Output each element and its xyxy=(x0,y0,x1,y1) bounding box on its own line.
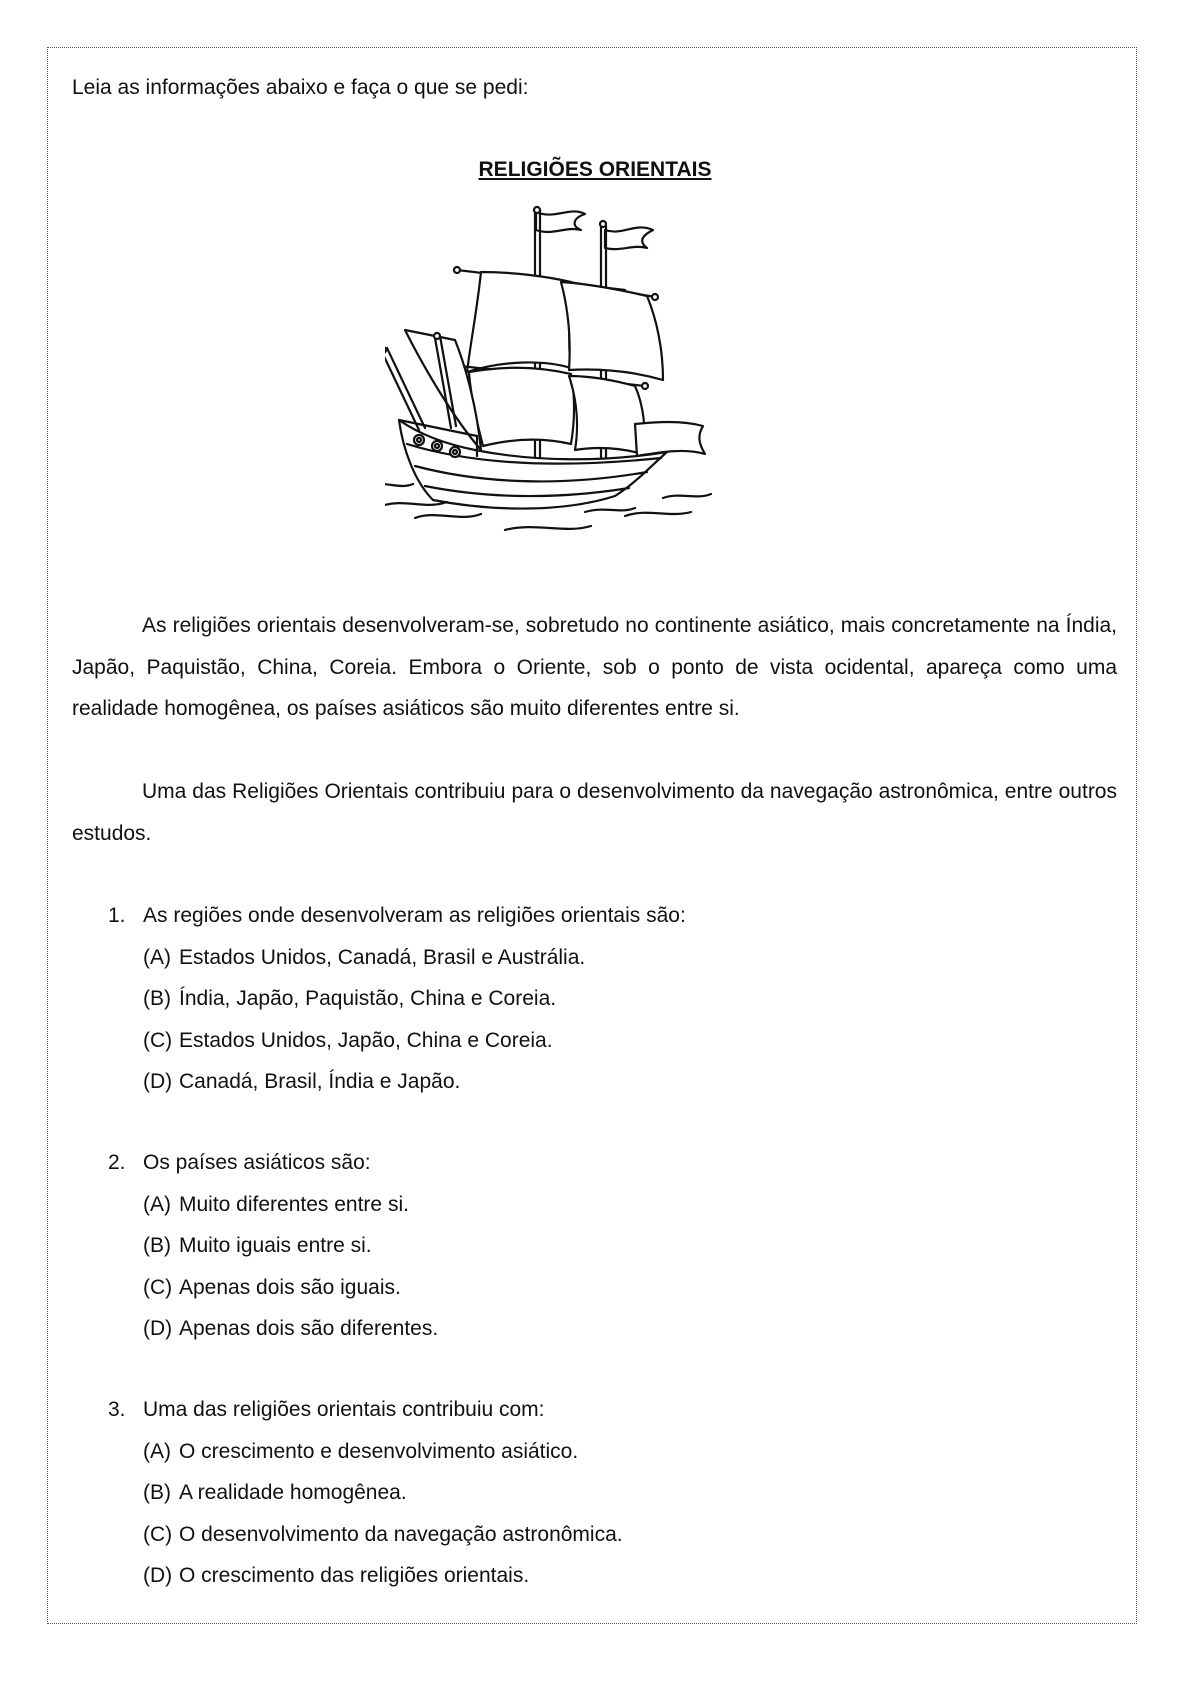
option-text: Índia, Japão, Paquistão, China e Coreia. xyxy=(179,987,557,1010)
page-title: RELIGIÕES ORIENTAIS xyxy=(478,158,712,181)
answer-option-d[interactable] xyxy=(143,1555,1108,1597)
option-text: Estados Unidos, Japão, China e Coreia. xyxy=(179,1028,553,1052)
option-letter: (C) xyxy=(143,1275,173,1299)
option-text: Apenas dois são iguais. xyxy=(179,1275,401,1299)
option-letter: (D) xyxy=(143,1070,173,1093)
option-letter: (D) xyxy=(143,1564,173,1587)
answer-option-b[interactable] xyxy=(143,978,1108,1020)
question-number: 3. xyxy=(108,1398,126,1421)
option-text: O crescimento das religiões orientais. xyxy=(179,1564,530,1587)
answer-option-c[interactable] xyxy=(143,1020,1108,1062)
answer-option-b[interactable] xyxy=(143,1225,1108,1267)
answer-option-a[interactable] xyxy=(143,1431,1108,1473)
answer-option-d[interactable] xyxy=(143,1308,1108,1350)
option-text: Apenas dois são diferentes. xyxy=(179,1317,439,1340)
option-letter: (A) xyxy=(143,1192,171,1216)
question-2 xyxy=(108,1142,1108,1350)
question-stem: As regiões onde desenvolveram as religiões orientais são: xyxy=(143,904,686,927)
option-letter: (A) xyxy=(143,945,171,969)
question-stem: Os países asiáticos são: xyxy=(143,1151,371,1174)
answer-option-a[interactable] xyxy=(143,937,1108,979)
option-text: O desenvolvimento da navegação astronômica. xyxy=(179,1522,623,1546)
option-letter: (D) xyxy=(143,1317,173,1340)
option-text: Muito diferentes entre si. xyxy=(179,1192,409,1216)
option-text: O crescimento e desenvolvimento asiático. xyxy=(179,1439,579,1463)
answer-option-c[interactable] xyxy=(143,1514,1108,1556)
answer-option-d[interactable] xyxy=(143,1061,1108,1103)
option-letter: (C) xyxy=(143,1028,173,1052)
paragraph-intro: As religiões orientais desenvolveram-se, sobretudo no continente asiático, mais concretamente na Índia, Japão, Paquistão, China, Coreia. Embora o Oriente, sob o ponto de vista ocidental, apareça como uma realidade homogênea, os países asiáticos são muito diferentes entre si. xyxy=(72,614,1117,720)
option-text: A realidade homogênea. xyxy=(179,1481,407,1504)
option-letter: (C) xyxy=(143,1522,173,1546)
question-stem: Uma das religiões orientais contribuiu com: xyxy=(143,1398,545,1421)
question-3 xyxy=(108,1389,1108,1597)
question-number: 1. xyxy=(108,904,126,927)
option-letter: (B) xyxy=(143,1481,171,1504)
option-text: Canadá, Brasil, Índia e Japão. xyxy=(179,1070,461,1093)
option-text: Estados Unidos, Canadá, Brasil e Austrália. xyxy=(179,945,586,969)
instruction-text: Leia as informações abaixo e faça o que se pedi: xyxy=(72,76,529,99)
option-letter: (B) xyxy=(143,1234,171,1257)
answer-option-c[interactable] xyxy=(143,1267,1108,1309)
option-text: Muito iguais entre si. xyxy=(179,1234,372,1257)
question-number: 2. xyxy=(108,1151,126,1174)
option-letter: (B) xyxy=(143,987,171,1010)
paragraph-navigation: Uma das Religiões Orientais contribuiu para o desenvolvimento da navegação astronômica, entre outros estudos. xyxy=(72,780,1117,845)
option-letter: (A) xyxy=(143,1439,171,1463)
answer-option-b[interactable] xyxy=(143,1472,1108,1514)
question-1 xyxy=(108,895,1108,1103)
sailing-ship-icon xyxy=(385,200,765,580)
answer-option-a[interactable] xyxy=(143,1184,1108,1226)
